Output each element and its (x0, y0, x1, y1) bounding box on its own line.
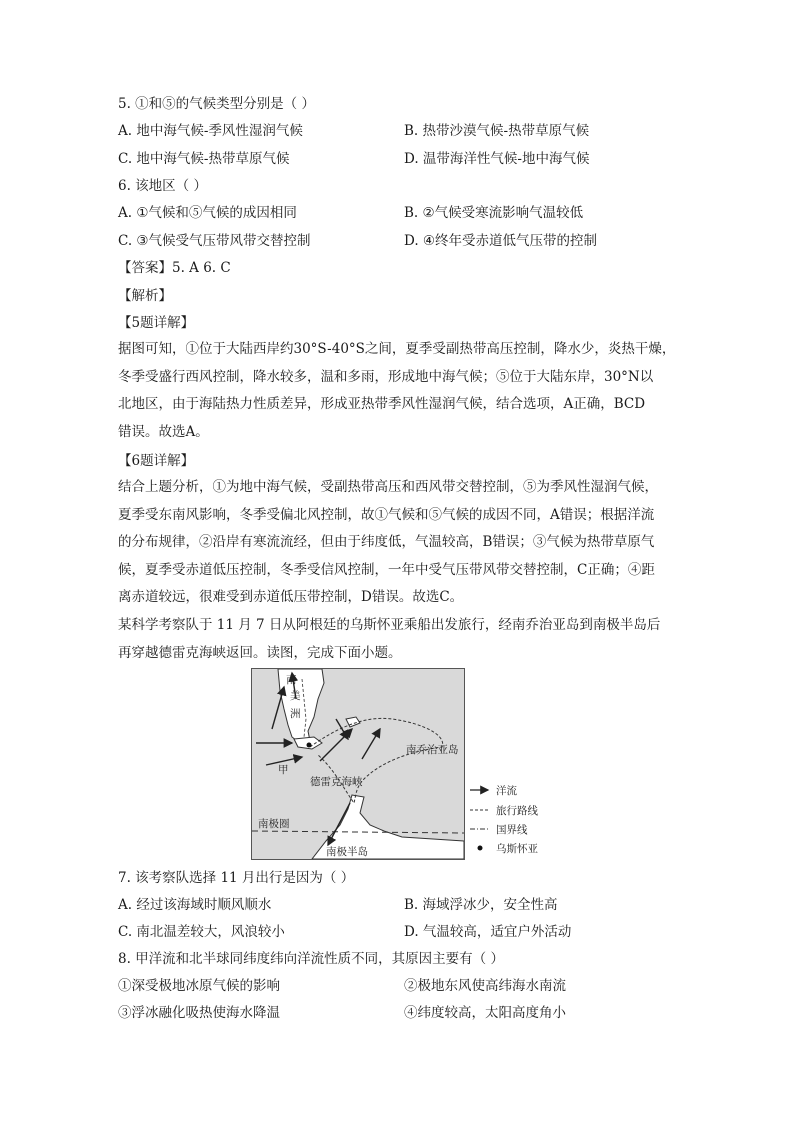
q5-option-b: B. 热带沙漠气候-热带草原气候 (404, 123, 590, 139)
label-antarctic-peninsula: 南极半岛 (326, 846, 368, 858)
q5-option-d: D. 温带海洋性气候-地中海气候 (404, 151, 590, 167)
label-drake-passage: 德雷克海峡 (310, 776, 363, 788)
intro-line: 再穿越德雷克海峡返回。读图，完成下面小题。 (118, 644, 402, 661)
q6-option-a: A. ①气候和⑤气候的成因相同 (118, 205, 297, 221)
current-arrow (272, 687, 284, 729)
label-antarctic-circle: 南极圈 (258, 818, 290, 830)
q7-option-b: B. 海域浮冰少，安全性高 (404, 897, 558, 913)
q5-stem: 5. ①和⑤的气候类型分别是（ ） (118, 96, 315, 112)
map-legend-symbols (468, 782, 492, 852)
q7-option-c: C. 南北温差较大，风浪较小 (118, 924, 285, 940)
q6-option-d: D. ④终年受赤道低气压带的控制 (404, 233, 598, 249)
q6-detail-line: 的分布规律，②沿岸有寒流流经，但由于纬度低，气温较高，B错误；③气候为热带草原气 (118, 534, 655, 551)
q8-statement-2: ②极地东风使高纬海水南流 (404, 978, 566, 994)
legend-border: 国界线 (496, 824, 528, 836)
q6-detail-heading: 【6题详解】 (118, 453, 195, 469)
q5-detail-heading: 【5题详解】 (118, 315, 195, 331)
label-south-america-3: 洲 (290, 708, 301, 720)
q5-detail-line: 冬季受盛行西风控制，降水较多，温和多雨，形成地中海气候；⑤位于大陆东岸，30°N以 (118, 368, 654, 385)
current-arrow (362, 729, 380, 759)
q5-option-a: A. 地中海气候-季风性湿润气候 (118, 123, 303, 139)
falkland-islands (346, 717, 360, 727)
legend-ushuaia: 乌斯怀亚 (496, 843, 538, 855)
label-south-america-1: 南 (286, 674, 297, 686)
q5-detail-line: 北地区，由于海陆热力性质差异，形成亚热带季风性湿润气候，结合选项，A正确，BCD (118, 396, 646, 413)
q5-detail-line: 错误。故选A。 (118, 423, 209, 440)
q6-option-b: B. ②气候受寒流影响气温较低 (404, 205, 584, 221)
q8-statement-4: ④纬度较高，太阳高度角小 (404, 1005, 566, 1021)
q8-statement-1: ①深受极地冰原气候的影响 (118, 978, 280, 994)
label-south-georgia: 南乔治亚岛 (406, 744, 459, 756)
q6-detail-line: 结合上题分析，①为地中海气候，受副热带高压和西风带交替控制，⑤为季风性湿润气候， (118, 479, 658, 495)
label-south-america-2: 美 (290, 690, 301, 702)
legend-ushuaia-symbol (478, 846, 483, 851)
current-arrow (320, 729, 352, 761)
intro-line: 某科学考察队于 11 月 7 日从阿根廷的乌斯怀亚乘船出发旅行，经南乔治亚岛到南极半岛后 (118, 617, 661, 633)
analysis-heading: 【解析】 (118, 288, 172, 304)
intro-paragraph (118, 612, 680, 667)
map-svg (252, 669, 464, 859)
q5-option-c: C. 地中海气候-热带草原气候 (118, 151, 290, 167)
answer-line: 【答案】5. A 6. C (118, 260, 231, 276)
q8-stem: 8. 甲洋流和北半球同纬度纬向洋流性质不同，其原因主要有（ ） (118, 951, 504, 967)
q8-statement-3: ③浮冰融化吸热使海水降温 (118, 1005, 280, 1021)
q6-stem: 6. 该地区（ ） (118, 178, 207, 194)
q5-detail-line: 据图可知，①位于大陆西岸约30°S-40°S之间，夏季受副热带高压控制，降水少，炎热干燥， (118, 341, 676, 357)
q6-detail-paragraph (118, 474, 680, 612)
q7-stem: 7. 该考察队选择 11 月出行是因为（ ） (118, 870, 355, 886)
q6-detail-line: 候，夏季受赤道低压控制，冬季受信风控制，一年中受气压带风带交替控制，C正确；④距 (118, 561, 655, 578)
ushuaia-point (307, 743, 312, 748)
q6-detail-line: 离赤道较远，很难受到赤道低压带控制，D错误。故选C。 (118, 589, 464, 606)
south-america-land (278, 669, 324, 743)
q6-detail-line: 夏季受东南风影响，冬季受偏北风控制，故①气候和⑤气候的成因不同，A错误；根据洋流 (118, 506, 655, 523)
label-jia: 甲 (278, 764, 289, 776)
q7-option-a: A. 经过该海域时顺风顺水 (118, 897, 272, 913)
drake-passage-map (251, 668, 465, 860)
q6-option-c: C. ③气候受气压带风带交替控制 (118, 233, 311, 249)
travel-route (310, 718, 443, 803)
legend-current: 洋流 (496, 785, 517, 797)
current-arrow (336, 719, 348, 739)
q7-option-d: D. 气温较高，适宜户外活动 (404, 924, 572, 940)
q5-detail-paragraph (118, 336, 680, 446)
legend-route: 旅行路线 (496, 805, 538, 817)
